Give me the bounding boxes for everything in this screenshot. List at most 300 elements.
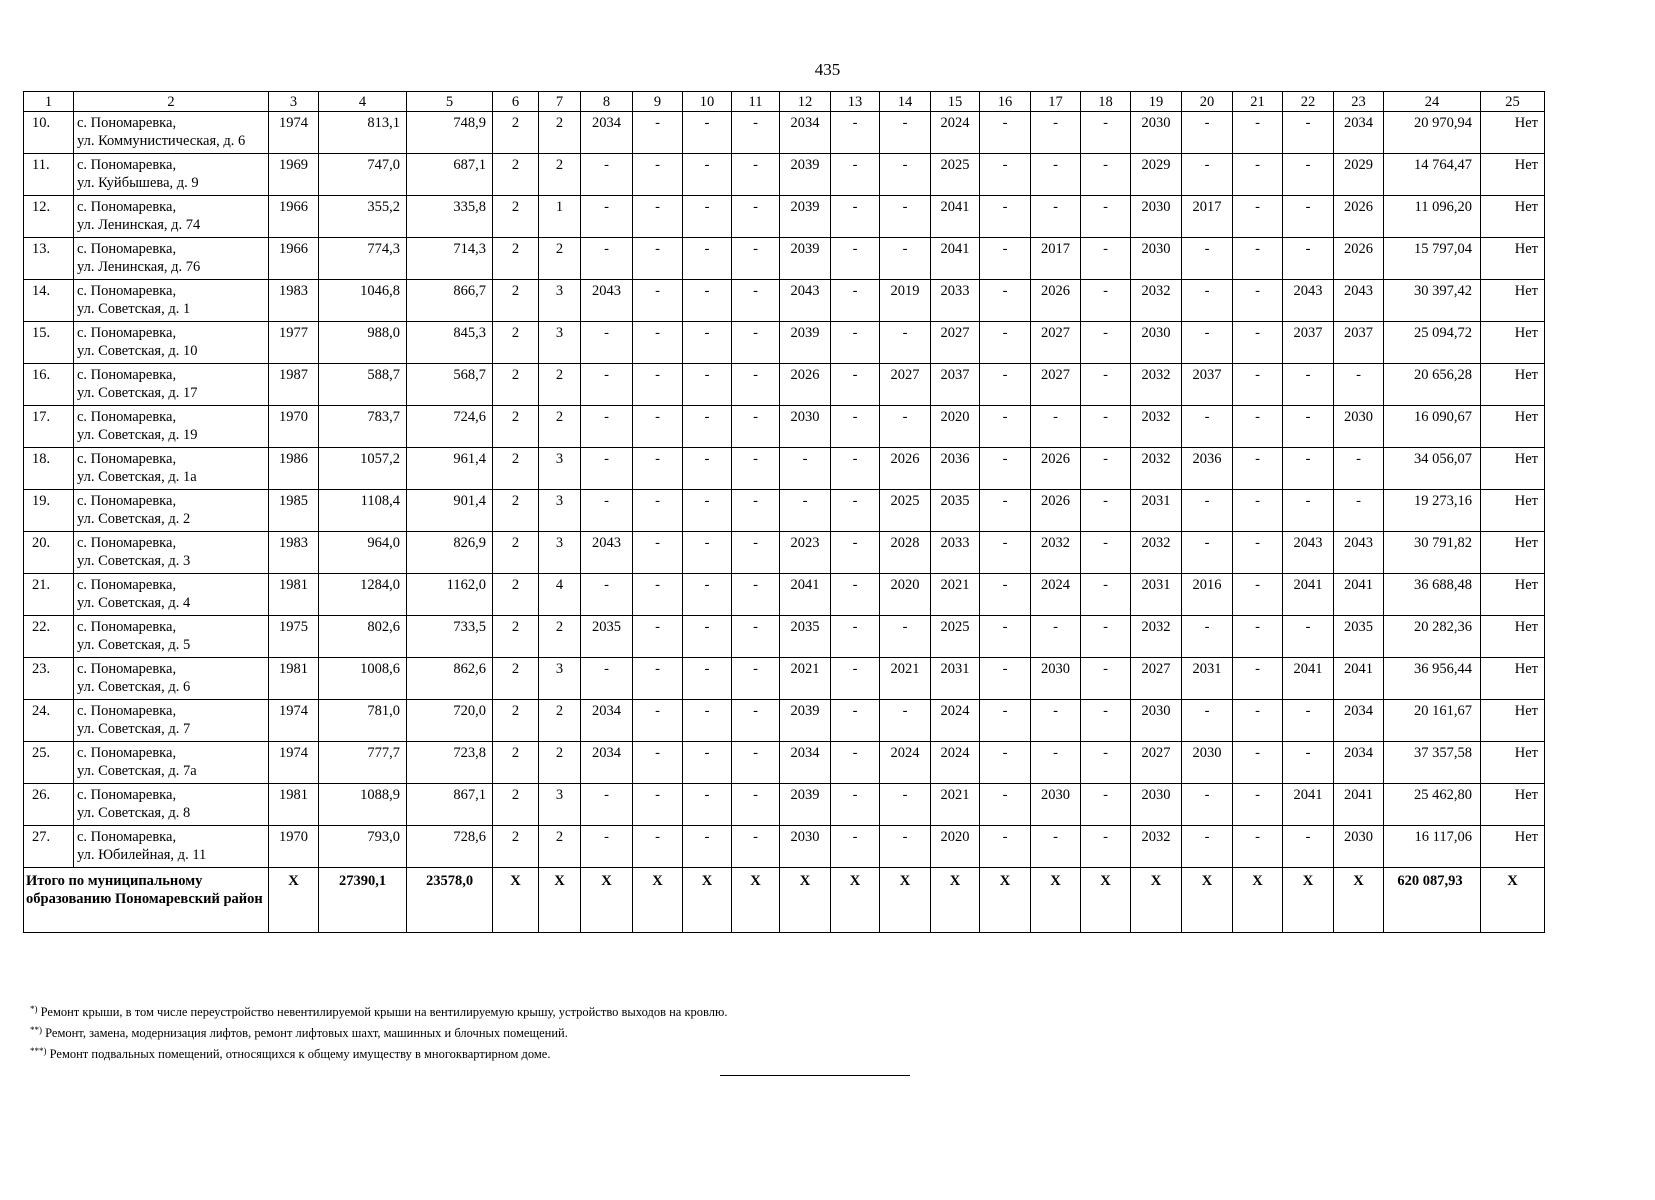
table-cell: -	[1233, 406, 1283, 448]
total-cell: Х	[581, 868, 633, 933]
table-cell: 724,6	[407, 406, 493, 448]
table-cell: 2043	[1283, 280, 1334, 322]
column-number-cell: 13	[831, 92, 880, 112]
table-cell: -	[1283, 826, 1334, 868]
table-cell: 1966	[269, 196, 319, 238]
address-cell	[74, 112, 269, 154]
address-cell	[74, 532, 269, 574]
address-street: ул. Коммунистическая, д. 6	[77, 133, 246, 149]
table-cell: -	[683, 112, 732, 154]
table-cell: -	[732, 532, 780, 574]
column-number-cell: 18	[1081, 92, 1131, 112]
column-number-cell: 7	[539, 92, 581, 112]
total-cell: Х	[931, 868, 980, 933]
table-cell: -	[980, 322, 1031, 364]
table-cell: -	[880, 406, 931, 448]
table-cell: 1108,4	[319, 490, 407, 532]
table-cell: 2035	[1334, 616, 1384, 658]
column-number-cell: 21	[1233, 92, 1283, 112]
total-cell: Х	[880, 868, 931, 933]
table-cell: 1162,0	[407, 574, 493, 616]
address-cell	[74, 658, 269, 700]
table-cell: -	[732, 616, 780, 658]
table-cell: Нет	[1481, 364, 1545, 406]
table-cell: 2034	[1334, 700, 1384, 742]
table-cell: -	[1081, 532, 1131, 574]
table-cell: -	[683, 280, 732, 322]
table-cell: 2023	[780, 532, 831, 574]
table-cell: -	[1182, 490, 1233, 532]
table-cell: 2	[493, 826, 539, 868]
table-cell: 2024	[1031, 574, 1081, 616]
table-cell: 1970	[269, 406, 319, 448]
table-cell: 2036	[1182, 448, 1233, 490]
table-cell: -	[1081, 448, 1131, 490]
table-cell: -	[880, 826, 931, 868]
address-locality: с. Пономаревка,	[77, 745, 177, 761]
table-row	[24, 700, 1545, 742]
table-cell: -	[683, 826, 732, 868]
table-cell: -	[683, 700, 732, 742]
table-cell: 16 090,67	[1384, 406, 1481, 448]
table-cell: -	[683, 154, 732, 196]
table-cell: 3	[539, 322, 581, 364]
table-cell: 2027	[931, 322, 980, 364]
table-cell: 2	[493, 322, 539, 364]
repair-schedule-table	[23, 91, 1545, 933]
table-cell: -	[980, 616, 1031, 658]
row-number-cell: 10.	[24, 112, 74, 154]
table-cell: 747,0	[319, 154, 407, 196]
table-cell: -	[732, 406, 780, 448]
table-cell: -	[633, 280, 683, 322]
table-row	[24, 280, 1545, 322]
table-cell: 2041	[1283, 784, 1334, 826]
address-cell	[74, 700, 269, 742]
table-cell: 25 462,80	[1384, 784, 1481, 826]
table-cell: 2029	[1334, 154, 1384, 196]
table-cell: Нет	[1481, 616, 1545, 658]
column-number-cell: 22	[1283, 92, 1334, 112]
table-cell: -	[633, 574, 683, 616]
table-cell: -	[732, 448, 780, 490]
table-cell: -	[831, 238, 880, 280]
table-cell: 2030	[1031, 784, 1081, 826]
table-cell: 2	[539, 364, 581, 406]
table-cell: 2041	[780, 574, 831, 616]
table-cell: -	[732, 574, 780, 616]
table-cell: -	[633, 112, 683, 154]
table-cell: -	[1233, 280, 1283, 322]
table-cell: -	[980, 658, 1031, 700]
row-number-cell: 17.	[24, 406, 74, 448]
table-cell: 845,3	[407, 322, 493, 364]
table-cell: -	[683, 196, 732, 238]
table-row	[24, 532, 1545, 574]
table-row	[24, 616, 1545, 658]
table-cell: 1977	[269, 322, 319, 364]
address-cell	[74, 826, 269, 868]
row-number-cell: 24.	[24, 700, 74, 742]
table-cell: 2	[539, 700, 581, 742]
table-cell: 1969	[269, 154, 319, 196]
address-locality: с. Пономаревка,	[77, 241, 177, 257]
table-cell: 19 273,16	[1384, 490, 1481, 532]
table-cell: 2	[539, 742, 581, 784]
table-cell: 1987	[269, 364, 319, 406]
table-cell: 774,3	[319, 238, 407, 280]
address-locality: с. Пономаревка,	[77, 661, 177, 677]
table-cell: -	[1081, 196, 1131, 238]
table-cell: 2037	[931, 364, 980, 406]
table-cell: -	[683, 238, 732, 280]
table-cell: -	[880, 700, 931, 742]
table-cell: 2027	[1031, 364, 1081, 406]
table-cell: -	[831, 280, 880, 322]
table-cell: 961,4	[407, 448, 493, 490]
table-cell: -	[581, 826, 633, 868]
table-cell: 2026	[1334, 238, 1384, 280]
column-number-cell: 10	[683, 92, 732, 112]
address-locality: с. Пономаревка,	[77, 451, 177, 467]
table-cell: 2017	[1182, 196, 1233, 238]
table-cell: -	[1233, 154, 1283, 196]
table-cell: -	[581, 784, 633, 826]
table-cell: -	[683, 490, 732, 532]
table-cell: -	[1233, 112, 1283, 154]
table-cell: 2	[493, 280, 539, 322]
table-cell: 2041	[1283, 658, 1334, 700]
table-row	[24, 322, 1545, 364]
table-cell: -	[1233, 784, 1283, 826]
table-cell: Нет	[1481, 742, 1545, 784]
table-cell: -	[1283, 154, 1334, 196]
table-row	[24, 364, 1545, 406]
table-cell: 36 956,44	[1384, 658, 1481, 700]
row-number-cell: 19.	[24, 490, 74, 532]
table-cell: -	[732, 826, 780, 868]
table-cell: 2016	[1182, 574, 1233, 616]
table-cell: Нет	[1481, 406, 1545, 448]
table-cell: 2026	[1031, 490, 1081, 532]
table-cell: -	[1233, 826, 1283, 868]
table-cell: -	[1182, 406, 1233, 448]
column-number-row	[24, 92, 1545, 112]
table-cell: 2030	[1182, 742, 1233, 784]
footnote	[30, 1000, 727, 1021]
table-cell: -	[581, 406, 633, 448]
address-street: ул. Советская, д. 2	[77, 511, 191, 527]
table-cell: -	[980, 784, 1031, 826]
table-cell: -	[831, 112, 880, 154]
table-cell: -	[1283, 406, 1334, 448]
total-cell: Х	[1334, 868, 1384, 933]
total-cell: Х	[780, 868, 831, 933]
total-cell: Х	[1131, 868, 1182, 933]
column-number-cell: 23	[1334, 92, 1384, 112]
table-cell: 2032	[1131, 448, 1182, 490]
table-cell: 1	[539, 196, 581, 238]
table-cell: -	[980, 490, 1031, 532]
table-cell: 2034	[1334, 742, 1384, 784]
address-street: ул. Советская, д. 1а	[77, 469, 197, 485]
table-cell: 2034	[780, 112, 831, 154]
total-cell: Х	[1182, 868, 1233, 933]
total-cell: 27390,1	[319, 868, 407, 933]
table-cell: 25 094,72	[1384, 322, 1481, 364]
table-cell: 20 970,94	[1384, 112, 1481, 154]
table-cell: -	[1283, 700, 1334, 742]
address-street: ул. Ленинская, д. 74	[77, 217, 201, 233]
table-cell: -	[880, 196, 931, 238]
table-row	[24, 448, 1545, 490]
footnote-mark: **)	[30, 1025, 42, 1035]
table-cell: -	[732, 658, 780, 700]
table-cell: -	[831, 154, 880, 196]
address-cell	[74, 322, 269, 364]
column-number-cell: 4	[319, 92, 407, 112]
table-cell: 2	[539, 616, 581, 658]
column-number-cell: 24	[1384, 92, 1481, 112]
address-cell	[74, 280, 269, 322]
total-cell: Х	[1481, 868, 1545, 933]
footnotes	[30, 1000, 727, 1063]
table-cell: 3	[539, 658, 581, 700]
table-cell: -	[980, 700, 1031, 742]
table-cell: -	[1182, 112, 1233, 154]
column-number-cell: 6	[493, 92, 539, 112]
table-cell: 2	[539, 154, 581, 196]
table-cell: -	[1182, 826, 1233, 868]
address-street: ул. Советская, д. 4	[77, 595, 191, 611]
table-cell: 733,5	[407, 616, 493, 658]
table-cell: 2	[493, 658, 539, 700]
table-cell: -	[683, 616, 732, 658]
table-cell: 2032	[1131, 826, 1182, 868]
table-cell: -	[1233, 700, 1283, 742]
total-cell: Х	[1031, 868, 1081, 933]
table-cell: -	[732, 238, 780, 280]
table-cell: -	[880, 238, 931, 280]
footnote-text: Ремонт подвальных помещений, относящихся к общему имуществу в многоквартирном доме.	[46, 1047, 551, 1061]
table-cell: -	[732, 490, 780, 532]
table-cell: 1981	[269, 574, 319, 616]
table-cell: -	[1081, 322, 1131, 364]
table-cell: -	[1283, 490, 1334, 532]
table-cell: 2024	[931, 700, 980, 742]
table-cell: -	[980, 574, 1031, 616]
row-number-cell: 21.	[24, 574, 74, 616]
table-cell: 2026	[1334, 196, 1384, 238]
table-cell: 2033	[931, 532, 980, 574]
table-cell: 2027	[880, 364, 931, 406]
table-cell: -	[1031, 112, 1081, 154]
table-cell: -	[1031, 616, 1081, 658]
table-cell: -	[732, 700, 780, 742]
table-cell: 1985	[269, 490, 319, 532]
table-cell: 1008,6	[319, 658, 407, 700]
table-cell: 2	[493, 448, 539, 490]
address-street: ул. Советская, д. 6	[77, 679, 191, 695]
table-cell: 2030	[1131, 322, 1182, 364]
row-number-cell: 15.	[24, 322, 74, 364]
table-cell: 2026	[780, 364, 831, 406]
table-cell: 866,7	[407, 280, 493, 322]
table-cell: -	[780, 490, 831, 532]
table-cell: 2034	[780, 742, 831, 784]
table-cell: Нет	[1481, 490, 1545, 532]
table-cell: -	[1182, 532, 1233, 574]
table-cell: -	[1031, 826, 1081, 868]
table-cell: -	[1334, 364, 1384, 406]
table-cell: -	[732, 322, 780, 364]
table-cell: -	[732, 154, 780, 196]
table-cell: 2039	[780, 196, 831, 238]
table-cell: 2032	[1131, 406, 1182, 448]
table-cell: -	[1081, 616, 1131, 658]
table-cell: -	[1283, 364, 1334, 406]
table-cell: -	[1081, 238, 1131, 280]
table-cell: -	[581, 448, 633, 490]
row-number-cell: 16.	[24, 364, 74, 406]
table-cell: -	[1081, 406, 1131, 448]
table-cell: 2020	[931, 826, 980, 868]
address-cell	[74, 616, 269, 658]
table-cell: 1981	[269, 658, 319, 700]
table-cell: 3	[539, 490, 581, 532]
address-cell	[74, 784, 269, 826]
table-cell: 2043	[1334, 532, 1384, 574]
end-divider	[720, 1075, 910, 1076]
table-cell: 901,4	[407, 490, 493, 532]
table-cell: 2037	[1283, 322, 1334, 364]
table-cell: -	[1081, 280, 1131, 322]
table-cell: -	[1081, 658, 1131, 700]
table-cell: Нет	[1481, 154, 1545, 196]
table-cell: -	[1233, 574, 1283, 616]
table-cell: -	[1182, 784, 1233, 826]
table-cell: -	[732, 196, 780, 238]
table-cell: 2043	[581, 532, 633, 574]
table-cell: -	[1283, 616, 1334, 658]
table-cell: 2035	[931, 490, 980, 532]
address-locality: с. Пономаревка,	[77, 493, 177, 509]
table-cell: -	[1334, 448, 1384, 490]
table-cell: 2032	[1131, 532, 1182, 574]
table-cell: 2030	[1131, 112, 1182, 154]
table-cell: 2	[493, 238, 539, 280]
table-cell: -	[683, 742, 732, 784]
table-cell: 2039	[780, 322, 831, 364]
table-cell: 2037	[1334, 322, 1384, 364]
table-cell: -	[732, 784, 780, 826]
table-cell: -	[1233, 364, 1283, 406]
table-row	[24, 406, 1545, 448]
table-cell: 2025	[880, 490, 931, 532]
table-cell: -	[683, 364, 732, 406]
table-cell: 2029	[1131, 154, 1182, 196]
table-cell: -	[633, 826, 683, 868]
table-cell: 748,9	[407, 112, 493, 154]
table-cell: -	[581, 238, 633, 280]
address-cell	[74, 406, 269, 448]
table-cell: -	[581, 658, 633, 700]
table-cell: -	[1081, 364, 1131, 406]
table-cell: 714,3	[407, 238, 493, 280]
table-cell: -	[1233, 658, 1283, 700]
table-cell: -	[1233, 448, 1283, 490]
table-cell: Нет	[1481, 784, 1545, 826]
table-cell: -	[683, 448, 732, 490]
table-cell: 2039	[780, 154, 831, 196]
table-cell: Нет	[1481, 658, 1545, 700]
table-cell: -	[633, 742, 683, 784]
table-cell: -	[880, 154, 931, 196]
table-cell: 728,6	[407, 826, 493, 868]
address-locality: с. Пономаревка,	[77, 535, 177, 551]
address-street: ул. Советская, д. 7	[77, 721, 191, 737]
table-cell: -	[980, 238, 1031, 280]
table-cell: 2026	[1031, 448, 1081, 490]
table-cell: 335,8	[407, 196, 493, 238]
row-number-cell: 18.	[24, 448, 74, 490]
table-cell: -	[581, 322, 633, 364]
table-cell: 1284,0	[319, 574, 407, 616]
address-street: ул. Советская, д. 17	[77, 385, 198, 401]
table-cell: 3	[539, 532, 581, 574]
column-number-cell: 2	[74, 92, 269, 112]
table-cell: -	[633, 658, 683, 700]
column-number-cell: 5	[407, 92, 493, 112]
table-cell: -	[980, 532, 1031, 574]
table-cell: 2036	[931, 448, 980, 490]
table-cell: 20 161,67	[1384, 700, 1481, 742]
table-cell: -	[683, 784, 732, 826]
table-cell: -	[1081, 700, 1131, 742]
table-cell: 783,7	[319, 406, 407, 448]
table-cell: 802,6	[319, 616, 407, 658]
table-cell: -	[880, 322, 931, 364]
table-cell: -	[1182, 154, 1233, 196]
table-cell: 2035	[780, 616, 831, 658]
table-cell: 1046,8	[319, 280, 407, 322]
table-cell: -	[1283, 196, 1334, 238]
column-number-cell: 25	[1481, 92, 1545, 112]
table-cell: 2	[493, 406, 539, 448]
table-cell: 2025	[931, 154, 980, 196]
table-cell: -	[980, 448, 1031, 490]
table-cell: 2032	[1131, 364, 1182, 406]
table-cell: 2039	[780, 784, 831, 826]
table-cell: 2041	[1334, 784, 1384, 826]
total-cell: Х	[493, 868, 539, 933]
table-cell: 2030	[1334, 826, 1384, 868]
table-cell: 2027	[1131, 742, 1182, 784]
table-cell: 568,7	[407, 364, 493, 406]
address-locality: с. Пономаревка,	[77, 703, 177, 719]
footnote	[30, 1021, 727, 1042]
table-cell: -	[732, 742, 780, 784]
table-cell: 2019	[880, 280, 931, 322]
table-cell: -	[1283, 112, 1334, 154]
table-cell: 2	[493, 112, 539, 154]
table-cell: -	[831, 826, 880, 868]
table-cell: -	[1233, 196, 1283, 238]
table-cell: 964,0	[319, 532, 407, 574]
row-number-cell: 25.	[24, 742, 74, 784]
table-cell: -	[1081, 826, 1131, 868]
table-cell: 2027	[1131, 658, 1182, 700]
